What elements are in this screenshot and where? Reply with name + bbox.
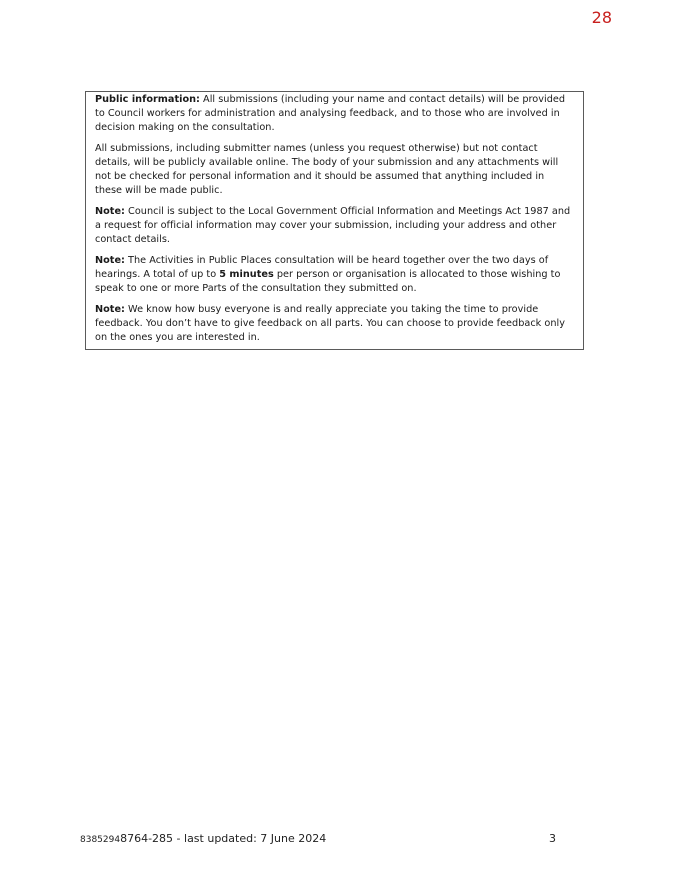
document-id-text: 8764-285 - last updated: 7 June 2024 — [120, 832, 327, 845]
notice-paragraph-public-information — [95, 93, 574, 135]
paragraph-text: All submissions, including submitter names (unless you request otherwise) but not contact details, will be publicly available online. The body of your submission and any attachments will not be checked for personal information and it should be assumed that anything included in these will be made public. — [95, 143, 559, 196]
paragraph-lead: Note: — [95, 304, 125, 315]
notice-paragraph-feedback — [95, 303, 574, 345]
footer-page-number: 3 — [549, 832, 556, 845]
paragraph-lead: Public information: — [95, 94, 200, 105]
document-id-overlap: 8385294 — [80, 835, 121, 845]
page-number: 28 — [591, 8, 612, 27]
paragraph-text: All submissions (including your name and contact details) will be provided to Council workers for administration and analysing feedback, and to those who are involved in decision making on the consultation. — [95, 94, 566, 133]
document-id — [80, 831, 326, 848]
paragraph-text: Council is subject to the Local Government Official Information and Meetings Act 1987 and a request for official information may cover your submission, including your address and other contact details. — [95, 206, 571, 245]
notice-paragraph-submissions — [95, 142, 574, 198]
speaking-time-emphasis: 5 minutes — [219, 269, 274, 280]
paragraph-lead: Note: — [95, 206, 125, 217]
public-information-notice — [85, 91, 584, 350]
paragraph-lead: Note: — [95, 255, 125, 266]
paragraph-text: The Activities in Public Places consultation will be heard together over the two days of hearings. A total of up to — [95, 255, 549, 280]
paragraph-text: per person or organisation is allocated to those wishing to speak to one or more Parts of the consultation they submitted on. — [95, 269, 561, 294]
notice-paragraph-hearings — [95, 254, 574, 296]
page-footer — [80, 831, 564, 847]
paragraph-text: We know how busy everyone is and really appreciate you taking the time to provide feedback. You don’t have to give feedback on all parts. You can choose to provide feedback only on the ones you are interested in. — [95, 304, 565, 343]
notice-paragraph-official-information — [95, 205, 574, 247]
